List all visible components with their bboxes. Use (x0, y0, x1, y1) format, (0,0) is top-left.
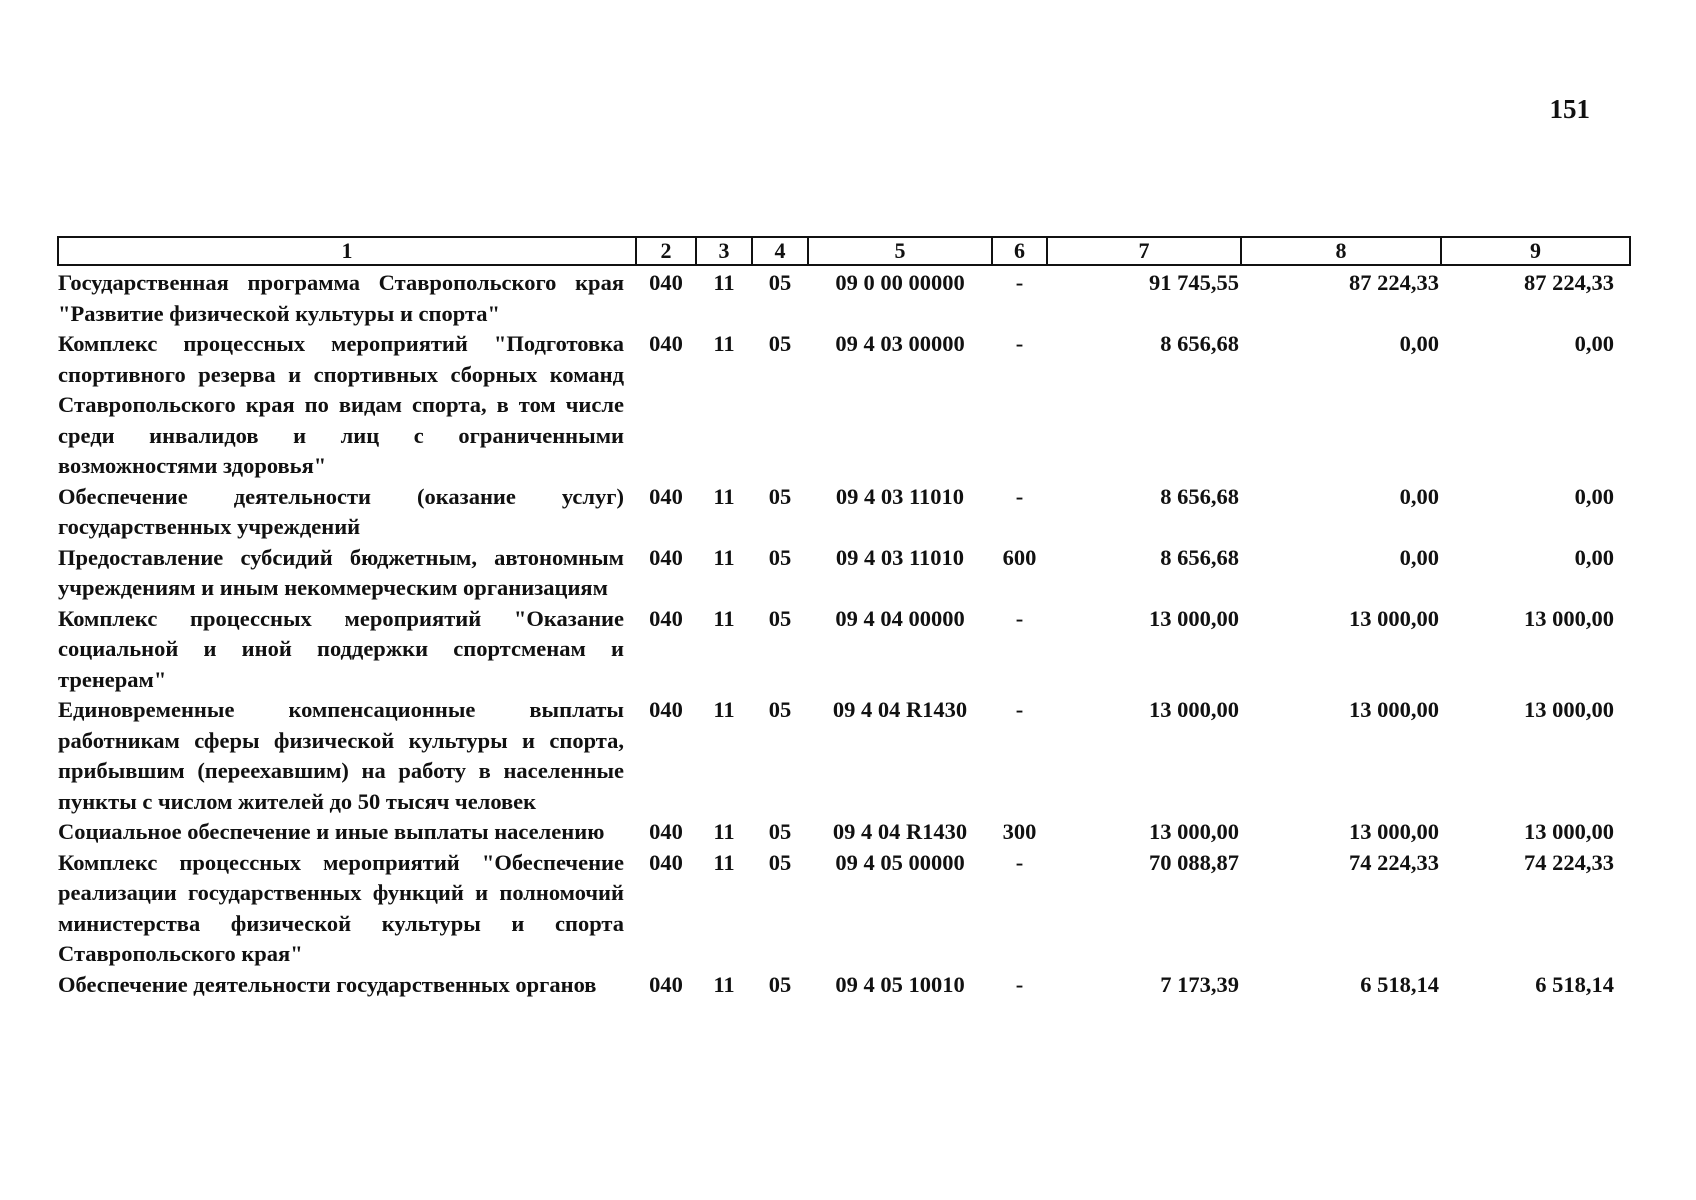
amount-col9: 0,00 (1574, 331, 1614, 356)
section-code: 11 (713, 544, 735, 570)
column-header: 6 (992, 237, 1047, 265)
target-article-code: 09 0 00 00000 (835, 270, 965, 295)
amount-col9: 13 000,00 (1524, 605, 1614, 631)
table-row (58, 695, 1630, 817)
ministry-code: 040 (649, 605, 683, 631)
subsection-code: 05 (768, 544, 792, 570)
item-name: Обеспечение деятельности государственных органов (58, 971, 597, 997)
header-row (58, 237, 1630, 265)
subsection-code: 05 (768, 971, 792, 997)
ministry-code: 040 (649, 483, 683, 509)
ministry-code: 040 (649, 849, 683, 875)
ministry-code: 040 (649, 544, 683, 570)
amount-col7: 7 173,39 (1160, 971, 1239, 997)
subsection-code: 05 (768, 819, 792, 844)
table-row (58, 817, 1630, 848)
target-article-code: 09 4 03 11010 (835, 544, 965, 570)
item-name: Единовременные компенсационные выплаты работникам сферы физической культуры и спорта, прибывшим (переехавшим) на работу в населенные пункты с числом жителей до 50 тысяч человек (58, 697, 624, 814)
table-row (58, 604, 1630, 696)
expense-type-code: - (1015, 270, 1024, 295)
amount-col9: 74 224,33 (1524, 849, 1614, 875)
item-name: Обеспечение деятельности (оказание услуг) государственных учреждений (58, 483, 624, 539)
ministry-code: 040 (649, 971, 683, 997)
amount-col7: 70 088,87 (1149, 849, 1239, 875)
section-code: 11 (713, 849, 735, 875)
expense-type-code: - (1015, 483, 1024, 509)
column-header: 8 (1241, 237, 1441, 265)
amount-col8: 87 224,33 (1349, 270, 1439, 295)
column-header: 3 (696, 237, 752, 265)
target-article-code: 09 4 04 R1430 (832, 697, 968, 722)
ministry-code: 040 (649, 697, 683, 722)
amount-col8: 0,00 (1399, 483, 1439, 509)
section-code: 11 (713, 605, 735, 631)
subsection-code: 05 (768, 331, 792, 356)
item-name: Комплекс процессных мероприятий "Оказание социальной и иной поддержки спортсменам и тренерам" (58, 605, 624, 692)
ministry-code: 040 (649, 270, 683, 295)
column-header: 7 (1047, 237, 1241, 265)
section-code: 11 (713, 697, 735, 722)
amount-col7: 8 656,68 (1160, 544, 1239, 570)
section-code: 11 (713, 819, 735, 844)
amount-col8: 13 000,00 (1349, 697, 1439, 722)
target-article-code: 09 4 04 R1430 (832, 819, 968, 844)
section-code: 11 (713, 971, 735, 997)
target-article-code: 09 4 03 11010 (835, 483, 965, 509)
section-code: 11 (713, 331, 735, 356)
item-name: Комплекс процессных мероприятий "Подготовка спортивного резерва и спортивных сборных команд Ставропольского края по видам спорта, в том числе среди инвалидов и лиц с ограниченными возможностями здоровья" (58, 331, 624, 478)
target-article-code: 09 4 05 00000 (835, 849, 965, 875)
amount-col7: 8 656,68 (1160, 331, 1239, 356)
amount-col9: 13 000,00 (1524, 819, 1614, 844)
ministry-code: 040 (649, 819, 683, 844)
table-row (58, 970, 1630, 1001)
item-name: Комплекс процессных мероприятий "Обеспечение реализации государственных функций и полномочий министерства физической культуры и спорта Ставропольского края" (58, 849, 624, 966)
table-row (58, 329, 1630, 482)
item-name: Государственная программа Ставропольского края "Развитие физической культуры и спорта" (58, 270, 624, 326)
subsection-code: 05 (768, 270, 792, 295)
expense-type-code: - (1015, 697, 1024, 722)
ministry-code: 040 (649, 331, 683, 356)
amount-col7: 91 745,55 (1149, 270, 1239, 295)
amount-col7: 13 000,00 (1149, 819, 1239, 844)
amount-col8: 6 518,14 (1360, 971, 1439, 997)
table-row (58, 543, 1630, 604)
expense-type-code: - (1015, 331, 1024, 356)
section-code: 11 (713, 270, 735, 295)
amount-col7: 8 656,68 (1160, 483, 1239, 509)
expense-type-code: 300 (1002, 819, 1037, 844)
expense-type-code: 600 (1002, 544, 1037, 570)
expense-type-code: - (1015, 971, 1024, 997)
column-header: 5 (808, 237, 992, 265)
column-header: 2 (636, 237, 696, 265)
amount-col9: 13 000,00 (1524, 697, 1614, 722)
table-row (58, 848, 1630, 970)
budget-table (57, 236, 1631, 1000)
amount-col9: 87 224,33 (1524, 270, 1614, 295)
target-article-code: 09 4 03 00000 (835, 331, 965, 356)
amount-col7: 13 000,00 (1149, 605, 1239, 631)
expense-type-code: - (1015, 849, 1024, 875)
amount-col8: 0,00 (1399, 331, 1439, 356)
subsection-code: 05 (768, 697, 792, 722)
target-article-code: 09 4 04 00000 (835, 605, 965, 631)
amount-col9: 0,00 (1574, 544, 1614, 570)
amount-col8: 74 224,33 (1349, 849, 1439, 875)
target-article-code: 09 4 05 10010 (835, 971, 965, 997)
column-header: 9 (1441, 237, 1630, 265)
amount-col9: 6 518,14 (1535, 971, 1614, 997)
expense-type-code: - (1015, 605, 1024, 631)
amount-col9: 0,00 (1574, 483, 1614, 509)
table-row (58, 482, 1630, 543)
section-code: 11 (713, 483, 735, 509)
amount-col7: 13 000,00 (1149, 697, 1239, 722)
page-number: 151 (1549, 94, 1590, 124)
amount-col8: 13 000,00 (1349, 605, 1439, 631)
column-header: 1 (58, 237, 636, 265)
subsection-code: 05 (768, 605, 792, 631)
amount-col8: 0,00 (1399, 544, 1439, 570)
amount-col8: 13 000,00 (1349, 819, 1439, 844)
column-header: 4 (752, 237, 808, 265)
item-name: Предоставление субсидий бюджетным, автономным учреждениям и иным некоммерческим организациям (58, 544, 624, 600)
item-name: Социальное обеспечение и иные выплаты населению (58, 819, 605, 844)
subsection-code: 05 (768, 483, 792, 509)
subsection-code: 05 (768, 849, 792, 875)
table-row (58, 265, 1630, 329)
